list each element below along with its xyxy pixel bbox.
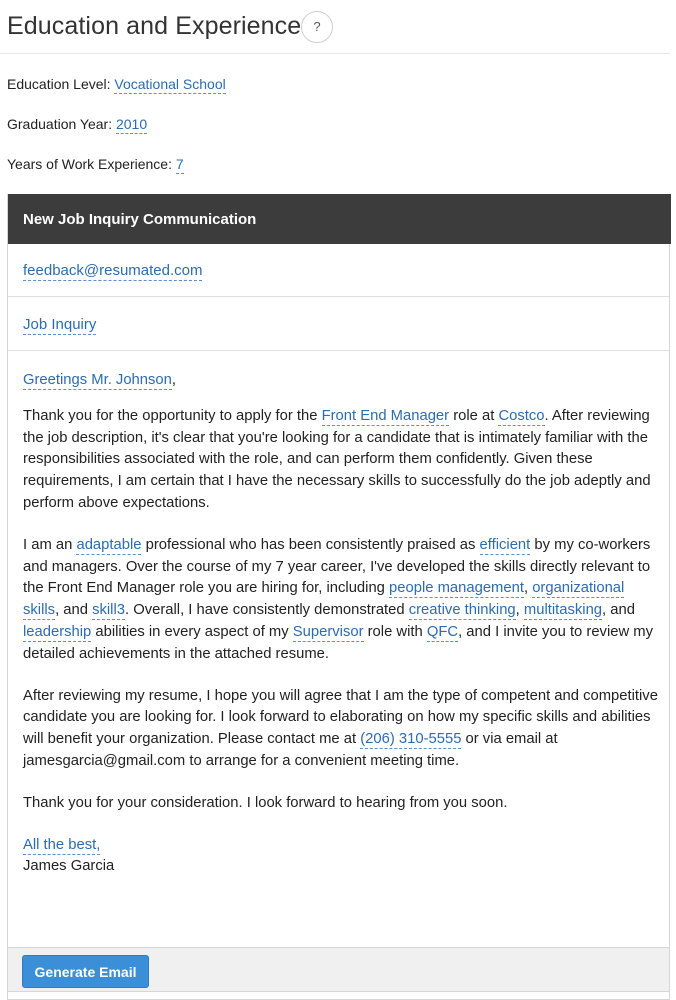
greeting-punct: , (171, 372, 176, 388)
text: I am an (23, 536, 77, 553)
graduation-year-label: Graduation Year: (7, 116, 116, 132)
previous-role-value[interactable]: Supervisor (292, 623, 364, 640)
paragraph-skills (23, 535, 663, 666)
paragraph-thanks: Thank you for your consideration. I look forward to hearing from you soon. (23, 794, 508, 811)
ability-value-2[interactable]: multitasking (523, 602, 603, 619)
text: professional who has been consistently praised as (141, 536, 480, 553)
work-experience-row (7, 156, 184, 172)
skill-value-3[interactable]: skill3 (92, 602, 125, 619)
education-level-value[interactable]: Vocational School (114, 76, 226, 92)
text: , and (55, 602, 93, 619)
text: , (515, 602, 524, 619)
email-subject-field (8, 297, 669, 351)
ability-value-3[interactable]: leadership (23, 623, 92, 640)
work-experience-label: Years of Work Experience: (7, 156, 176, 172)
email-to-field (8, 244, 669, 297)
text: by my co-workers and managers. Over the course of my 7 year career, I've developed the skills directly relevant to the Front End Manager role you are hiring for, including (23, 536, 651, 597)
signoff-value[interactable]: All the best, (23, 836, 101, 853)
ability-value-1[interactable]: creative thinking (408, 602, 516, 619)
action-footer (7, 947, 670, 992)
page-title: Education and Experience (7, 12, 302, 40)
company-value[interactable]: Costco (498, 407, 545, 424)
email-subject-value[interactable]: Job Inquiry (23, 316, 97, 333)
text: . After reviewing the job description, it's clear that you're looking for a candidate that is intimately familiar with the responsibilities associated with the role, and can perform them confidently. Given these requirements, I am certain that I have the necessary skills to successfully do the job adeptly and perform above expectations. (23, 407, 651, 511)
paragraph-contact (23, 686, 663, 773)
text: role with (363, 623, 427, 640)
generate-email-button[interactable]: Generate Email (22, 955, 149, 988)
greeting-value[interactable]: Greetings Mr. Johnson (23, 372, 172, 388)
trait-value-1[interactable]: adaptable (76, 536, 142, 553)
position-value[interactable]: Front End Manager (321, 407, 450, 424)
skill-value-1[interactable]: people management (389, 580, 524, 597)
text: or via email at jamesgarcia@gmail.com to arrange for a convenient meeting time. (23, 731, 558, 769)
text: Thank you for the opportunity to apply for the (23, 407, 322, 424)
email-body (23, 370, 663, 878)
help-button[interactable]: ? (301, 11, 333, 43)
greeting-line (23, 370, 663, 392)
text: . Overall, I have consistently demonstrated (124, 602, 409, 619)
previous-company-value[interactable]: QFC (426, 623, 459, 640)
graduation-year-value[interactable]: 2010 (115, 116, 148, 132)
text: , and (602, 602, 635, 619)
graduation-year-row (7, 116, 147, 132)
text: role at (449, 407, 499, 424)
text: , (523, 580, 533, 597)
paragraph-intro (23, 406, 663, 515)
phone-value[interactable]: (206) 310-5555 (360, 731, 462, 748)
text: After reviewing my resume, I hope you will agree that I am the type of competent and competitive candidate you are looking for. I look forward to elaborating on how my specific skills and abilities will benefit your organization. Please contact me at (23, 687, 658, 748)
education-level-row (7, 76, 226, 92)
trait-value-2[interactable]: efficient (479, 536, 531, 553)
sender-name: James Garcia (23, 858, 115, 875)
text: abilities in every aspect of my (91, 623, 293, 640)
work-experience-value[interactable]: 7 (175, 156, 184, 172)
text: , and I invite you to review my detailed achievements in the attached resume. (23, 623, 653, 662)
closing-block (23, 835, 663, 879)
email-to-value[interactable]: feedback@resumated.com (23, 262, 203, 279)
section-header (0, 0, 670, 54)
email-panel (7, 194, 670, 1000)
education-level-label: Education Level: (7, 76, 115, 92)
skill-value-2[interactable]: organizational skills (23, 580, 625, 619)
email-panel-title: New Job Inquiry Communication (8, 194, 671, 244)
